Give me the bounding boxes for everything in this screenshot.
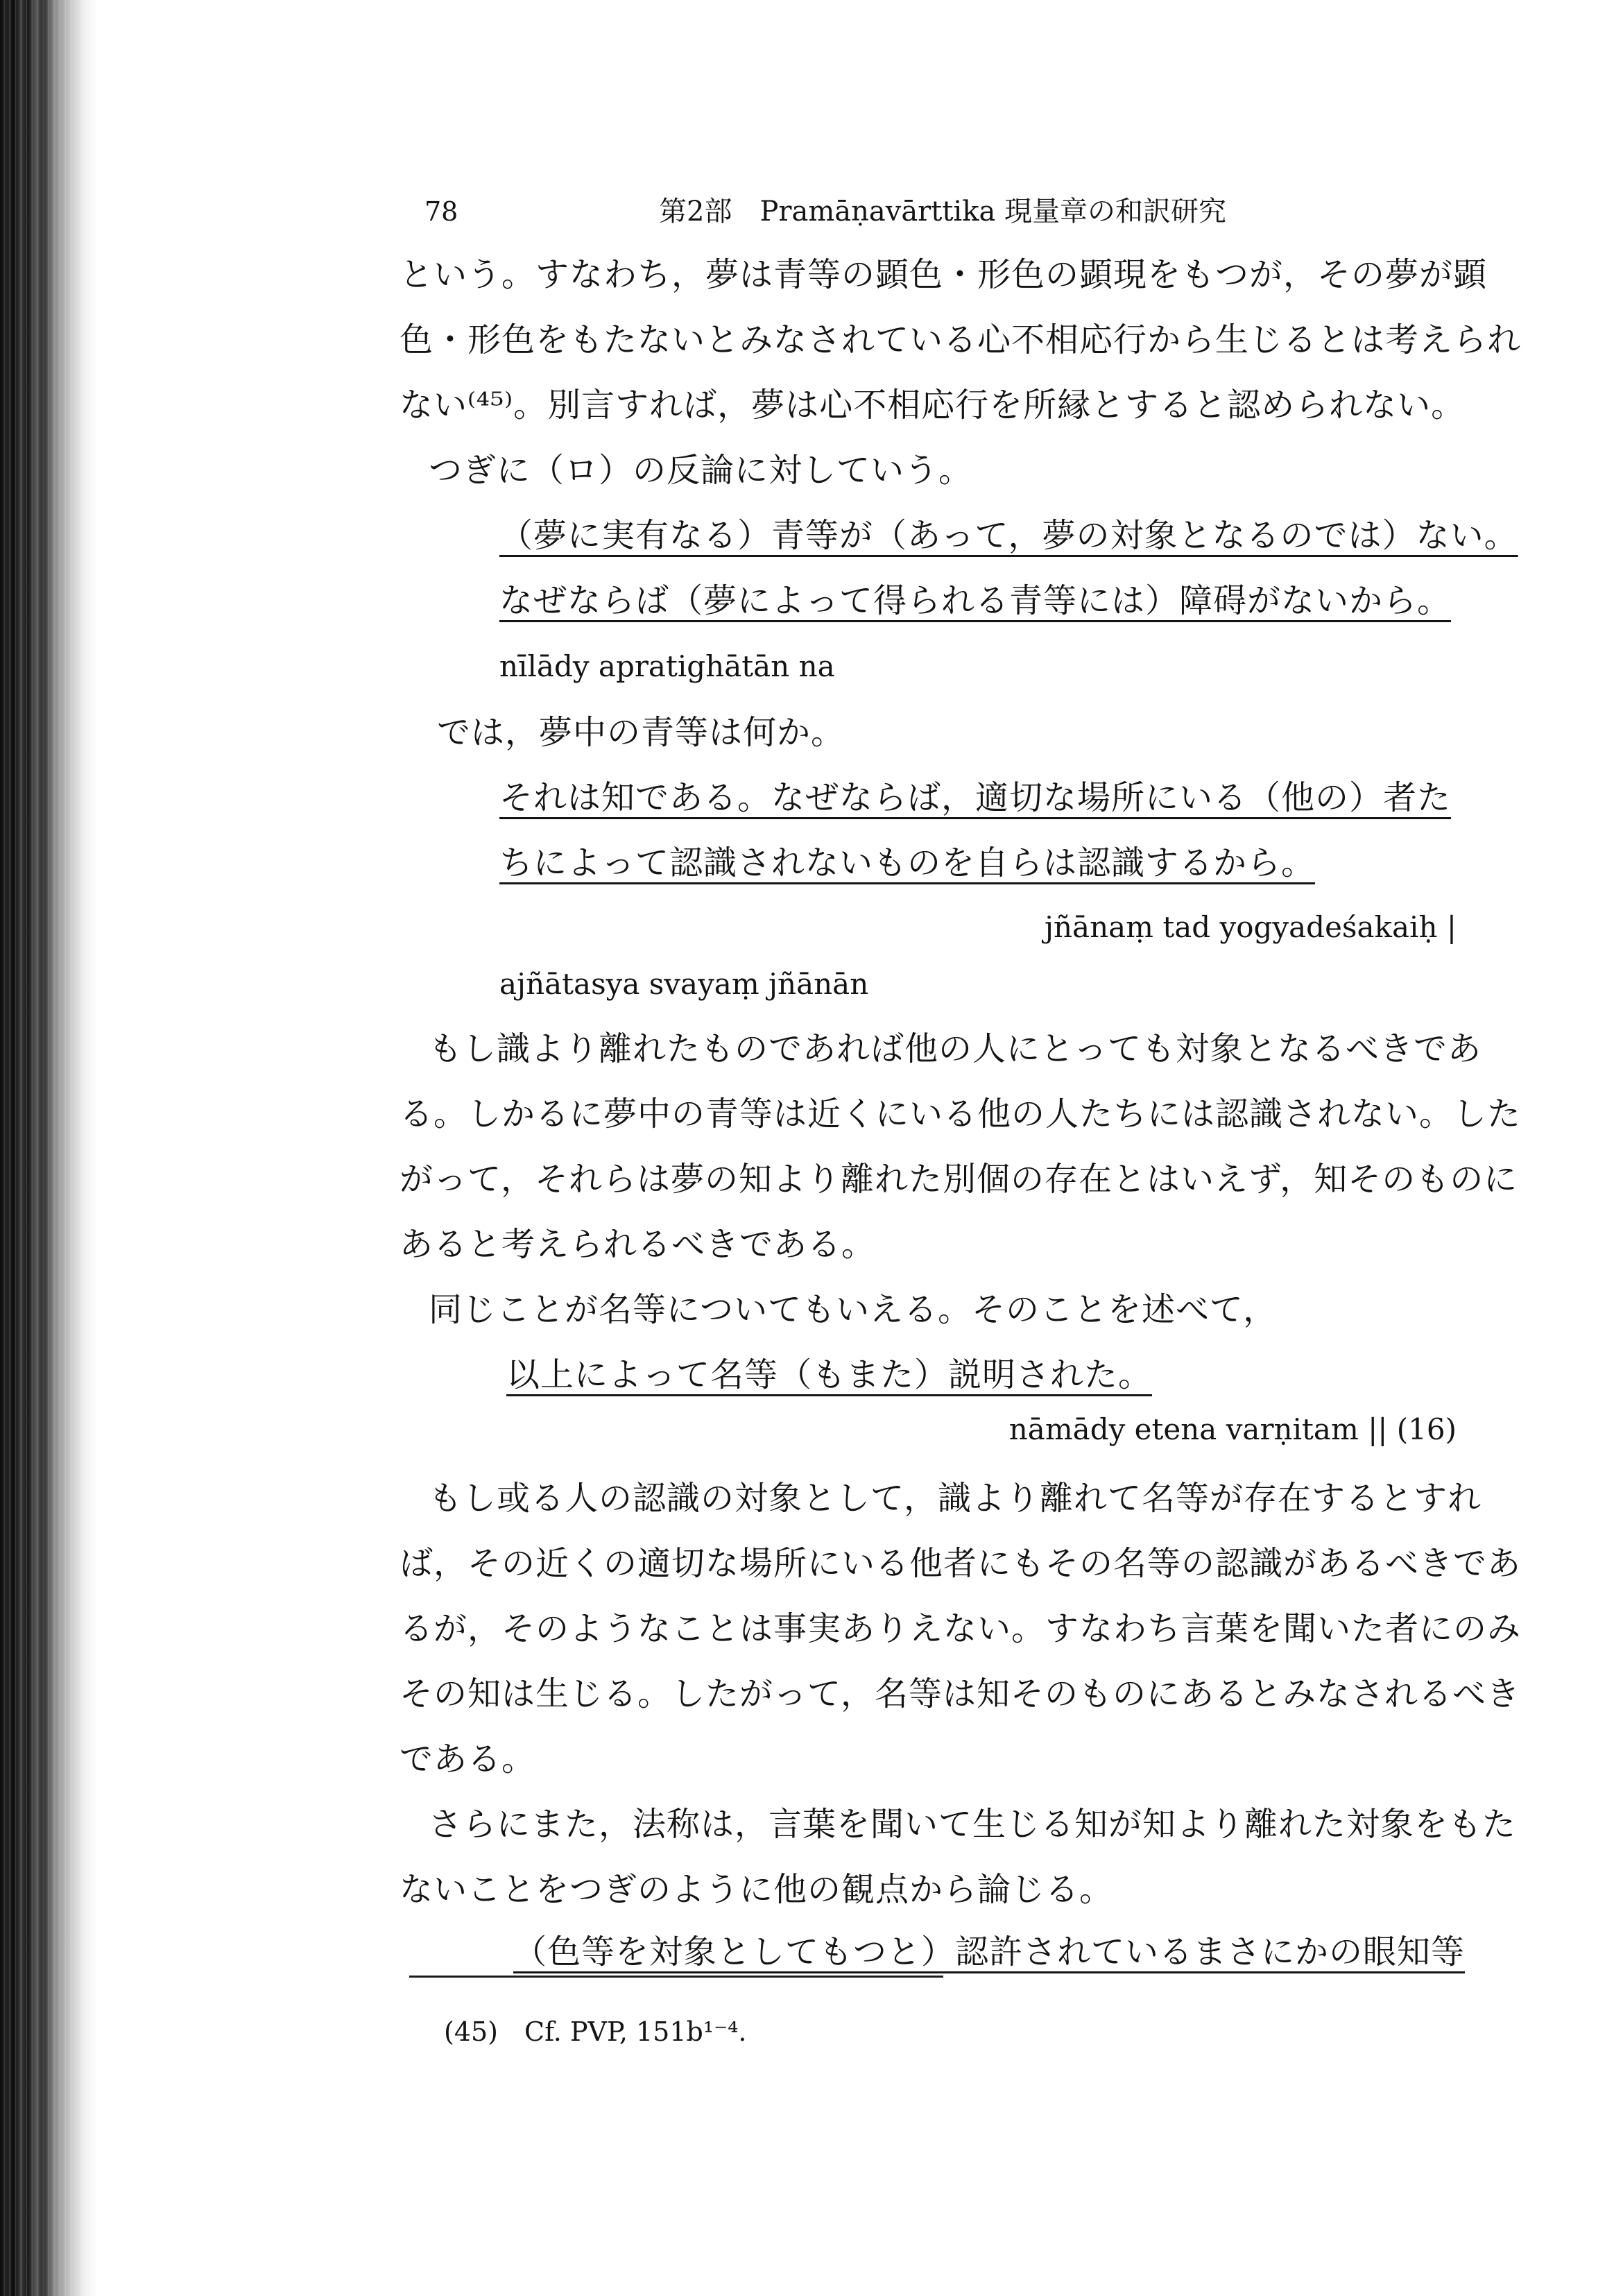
sanskrit-verse: nīlādy apratighātān na (499, 649, 835, 683)
verse-translation-line: 以上によって名等（もまた）説明された。 (506, 1355, 1153, 1394)
verse-translation-line: （色等を対象としてもつと）認許されているまさにかの眼知等 (513, 1933, 1466, 1971)
text-line: る。しかるに夢中の青等は近くにいる他の人たちには認識されない。した (400, 1095, 1522, 1133)
sanskrit-verse: ajñātasya svayaṃ jñānān (499, 967, 869, 1001)
text-line: あると考えられるべきである。 (400, 1225, 876, 1264)
text-line: 同じことが名等についてもいえる。そのことを述べて， (429, 1290, 1278, 1329)
text-line: ない⁽⁴⁵⁾。別言すれば，夢は心不相応行を所縁とすると認められない。 (400, 386, 1466, 425)
text-line: という。すなわち，夢は青等の顕色・形色の顕現をもつが，その夢が顕 (400, 255, 1488, 294)
text-line: もし識より離れたものであれば他の人にとっても対象となるべきであ (429, 1029, 1482, 1068)
footnote: (45) Cf. PVP, 151b¹⁻⁴. (444, 2016, 747, 2047)
text-line: では，夢中の青等は何か。 (437, 713, 845, 752)
sanskrit-verse: nāmādy etena varṇitam || (16) (1008, 1412, 1457, 1446)
verse-translation-line: なぜならば（夢によって得られる青等には）障碍がないから。 (499, 581, 1452, 620)
text-line: もし或る人の認識の対象として，識より離れて名等が存在するとすれ (429, 1479, 1482, 1518)
verse-translation-line: ちによって認識されないものを自らは認識するから。 (499, 843, 1316, 882)
text-line: 色・形色をもたないとみなされている心不相応行から生じるとは考えられ (400, 320, 1522, 359)
text-line: ないことをつぎのように他の観点から論じる。 (400, 1870, 1114, 1909)
running-title: 第2部 Pramāṇavārttika 現量章の和訳研究 (659, 196, 1227, 228)
book-spine-shadow (0, 0, 97, 2296)
text-line: その知は生じる。したがって，名等は知そのものにあるとみなされるべき (400, 1674, 1521, 1713)
text-line: るが，そのようなことは事実ありえない。すなわち言葉を聞いた者にのみ (400, 1609, 1522, 1648)
page-header (0, 191, 1623, 232)
sanskrit-verse: jñānaṃ tad yogyadeśakaiḥ | (1044, 910, 1457, 944)
footnote-divider (409, 1976, 943, 1978)
text-line: がって，それらは夢の知より離れた別個の存在とはいえず，知そのものに (400, 1160, 1518, 1199)
page-number: 78 (424, 196, 458, 227)
text-line: つぎに（ロ）の反論に対していう。 (429, 451, 973, 490)
verse-translation-line: （夢に実有なる）青等が（あって，夢の対象となるのでは）ない。 (499, 516, 1518, 555)
text-line: ば，その近くの適切な場所にいる他者にもその名等の認識があるべきであ (400, 1544, 1522, 1583)
text-line: である。 (400, 1740, 536, 1779)
text-line: さらにまた，法称は，言葉を聞いて生じる知が知より離れた対象をもた (429, 1805, 1517, 1844)
verse-translation-line: それは知である。なぜならば，適切な場所にいる（他の）者た (499, 778, 1452, 817)
